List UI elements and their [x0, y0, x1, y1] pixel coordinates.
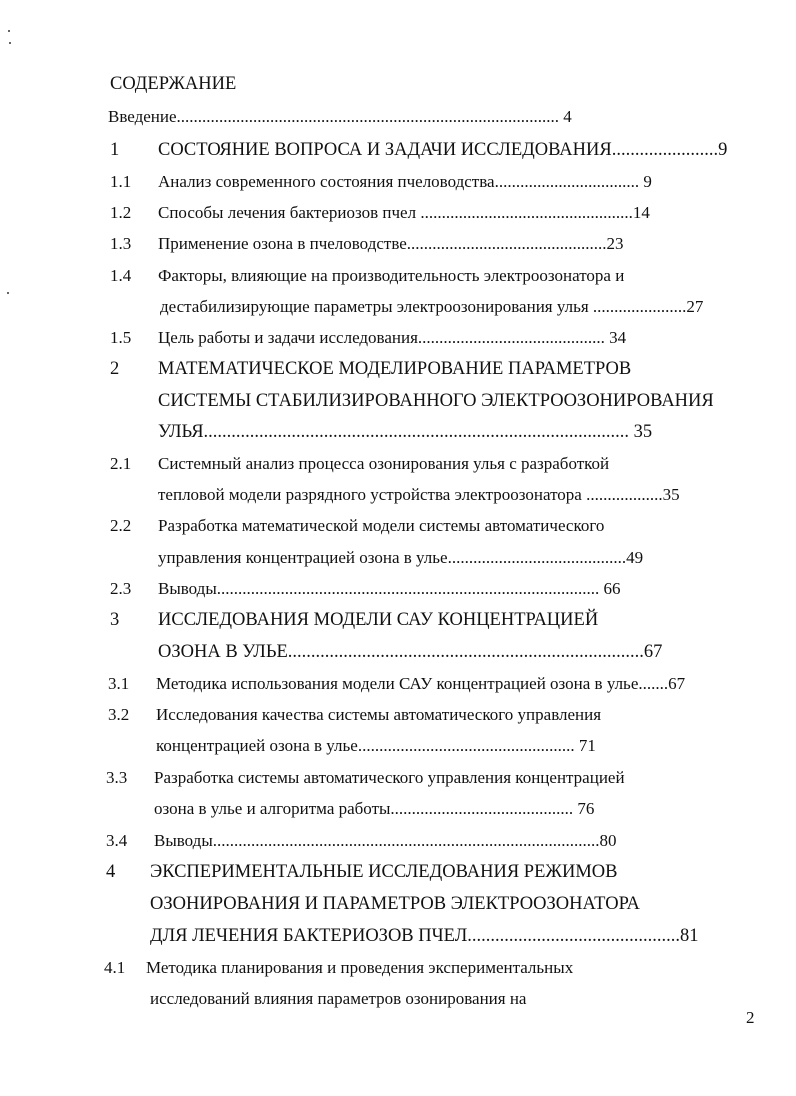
- toc-entry-number: 2.2: [110, 516, 132, 535]
- toc-entry-number: 1.1: [110, 172, 132, 191]
- toc-entry-text: Анализ современного состояния пчеловодства.................................. 9: [158, 172, 652, 191]
- toc-entry-text: ДЛЯ ЛЕЧЕНИЯ БАКТЕРИОЗОВ ПЧЕЛ..............................................81: [150, 926, 699, 946]
- toc-entry-text: Способы лечения бактериозов пчел ..................................................14: [158, 203, 650, 222]
- toc-entry-text: Факторы, влияющие на производительность электроозонатора и: [158, 266, 625, 285]
- toc-entry-text: ОЗОНА В УЛЬЕ.............................................................................67: [158, 642, 663, 662]
- toc-entry-number: 1: [110, 140, 120, 160]
- toc-entry-text: Системный анализ процесса озонирования улья с разработкой: [158, 454, 610, 473]
- toc-entry-number: 1.4: [110, 266, 132, 285]
- toc-entry-text: дестабилизирующие параметры электроозонирования улья ......................27: [160, 297, 704, 316]
- toc-entry-number: 1.5: [110, 328, 132, 347]
- toc-entry-text: Выводы.......................................................................................... 66: [158, 579, 621, 598]
- toc-entry-text: Методика планирования и проведения экспериментальных: [146, 958, 574, 977]
- toc-entry-text: Цель работы и задачи исследования............................................ 34: [158, 328, 627, 347]
- toc-entry-text: ОЗОНИРОВАНИЯ И ПАРАМЕТРОВ ЭЛЕКТРООЗОНАТОРА: [150, 894, 640, 914]
- scan-speck: [7, 292, 9, 294]
- toc-entry-number: 1.3: [110, 234, 132, 253]
- toc-entry-text: ЭКСПЕРИМЕНТАЛЬНЫЕ ИССЛЕДОВАНИЯ РЕЖИМОВ: [150, 862, 618, 882]
- scan-speck: [9, 42, 11, 44]
- scan-speck: [8, 30, 10, 32]
- toc-entry-text: концентрацией озона в улье................................................... 71: [156, 736, 596, 755]
- toc-entry-text: Разработка математической модели системы автоматического: [158, 516, 605, 535]
- toc-entry-text: озона в улье и алгоритма работы........................................... 76: [154, 799, 595, 818]
- toc-entry-number: 3.4: [106, 831, 128, 850]
- toc-entry-text: Разработка системы автоматического управления концентрацией: [154, 768, 625, 787]
- toc-entry-number: 2.3: [110, 579, 132, 598]
- toc-entry-text: МАТЕМАТИЧЕСКОЕ МОДЕЛИРОВАНИЕ ПАРАМЕТРОВ: [158, 359, 632, 379]
- toc-entry-text: исследований влияния параметров озонирования на: [150, 989, 527, 1008]
- toc-entry-number: 3: [110, 610, 120, 630]
- page-number: 2: [746, 1008, 755, 1027]
- toc-entry-text: ИССЛЕДОВАНИЯ МОДЕЛИ САУ КОНЦЕНТРАЦИЕЙ: [158, 610, 599, 630]
- toc-entry-text: Применение озона в пчеловодстве...............................................23: [158, 234, 624, 253]
- toc-entry-text: тепловой модели разрядного устройства электроозонатора ..................35: [158, 485, 680, 504]
- toc-entry-number: 2.1: [110, 454, 132, 473]
- toc-entry-text: СОСТОЯНИЕ ВОПРОСА И ЗАДАЧИ ИССЛЕДОВАНИЯ.......................9: [158, 140, 728, 160]
- toc-entry-text: СИСТЕМЫ СТАБИЛИЗИРОВАННОГО ЭЛЕКТРООЗОНИРОВАНИЯ: [158, 391, 714, 411]
- toc-entry-number: 4.1: [104, 958, 126, 977]
- toc-entry-text: Методика использования модели САУ концентрацией озона в улье.......67: [156, 674, 686, 693]
- toc-entry-number: 3.1: [108, 674, 130, 693]
- toc-entry-number: 4: [106, 862, 116, 882]
- toc-entry-text: управления концентрацией озона в улье..........................................49: [158, 548, 644, 567]
- toc-entry-number: 3.2: [108, 705, 130, 724]
- toc-entry-number: 1.2: [110, 203, 132, 222]
- toc-entry-text: УЛЬЯ............................................................................................ 35: [158, 422, 653, 442]
- toc-entry-text: Введение.......................................................................................... 4: [108, 107, 572, 126]
- toc-entry-text: Выводы...........................................................................................80: [154, 831, 617, 850]
- toc-title-text: СОДЕРЖАНИЕ: [110, 74, 237, 94]
- toc-entry-number: 2: [110, 359, 120, 379]
- toc-entry-text: Исследования качества системы автоматического управления: [156, 705, 602, 724]
- toc-entry-number: 3.3: [106, 768, 128, 787]
